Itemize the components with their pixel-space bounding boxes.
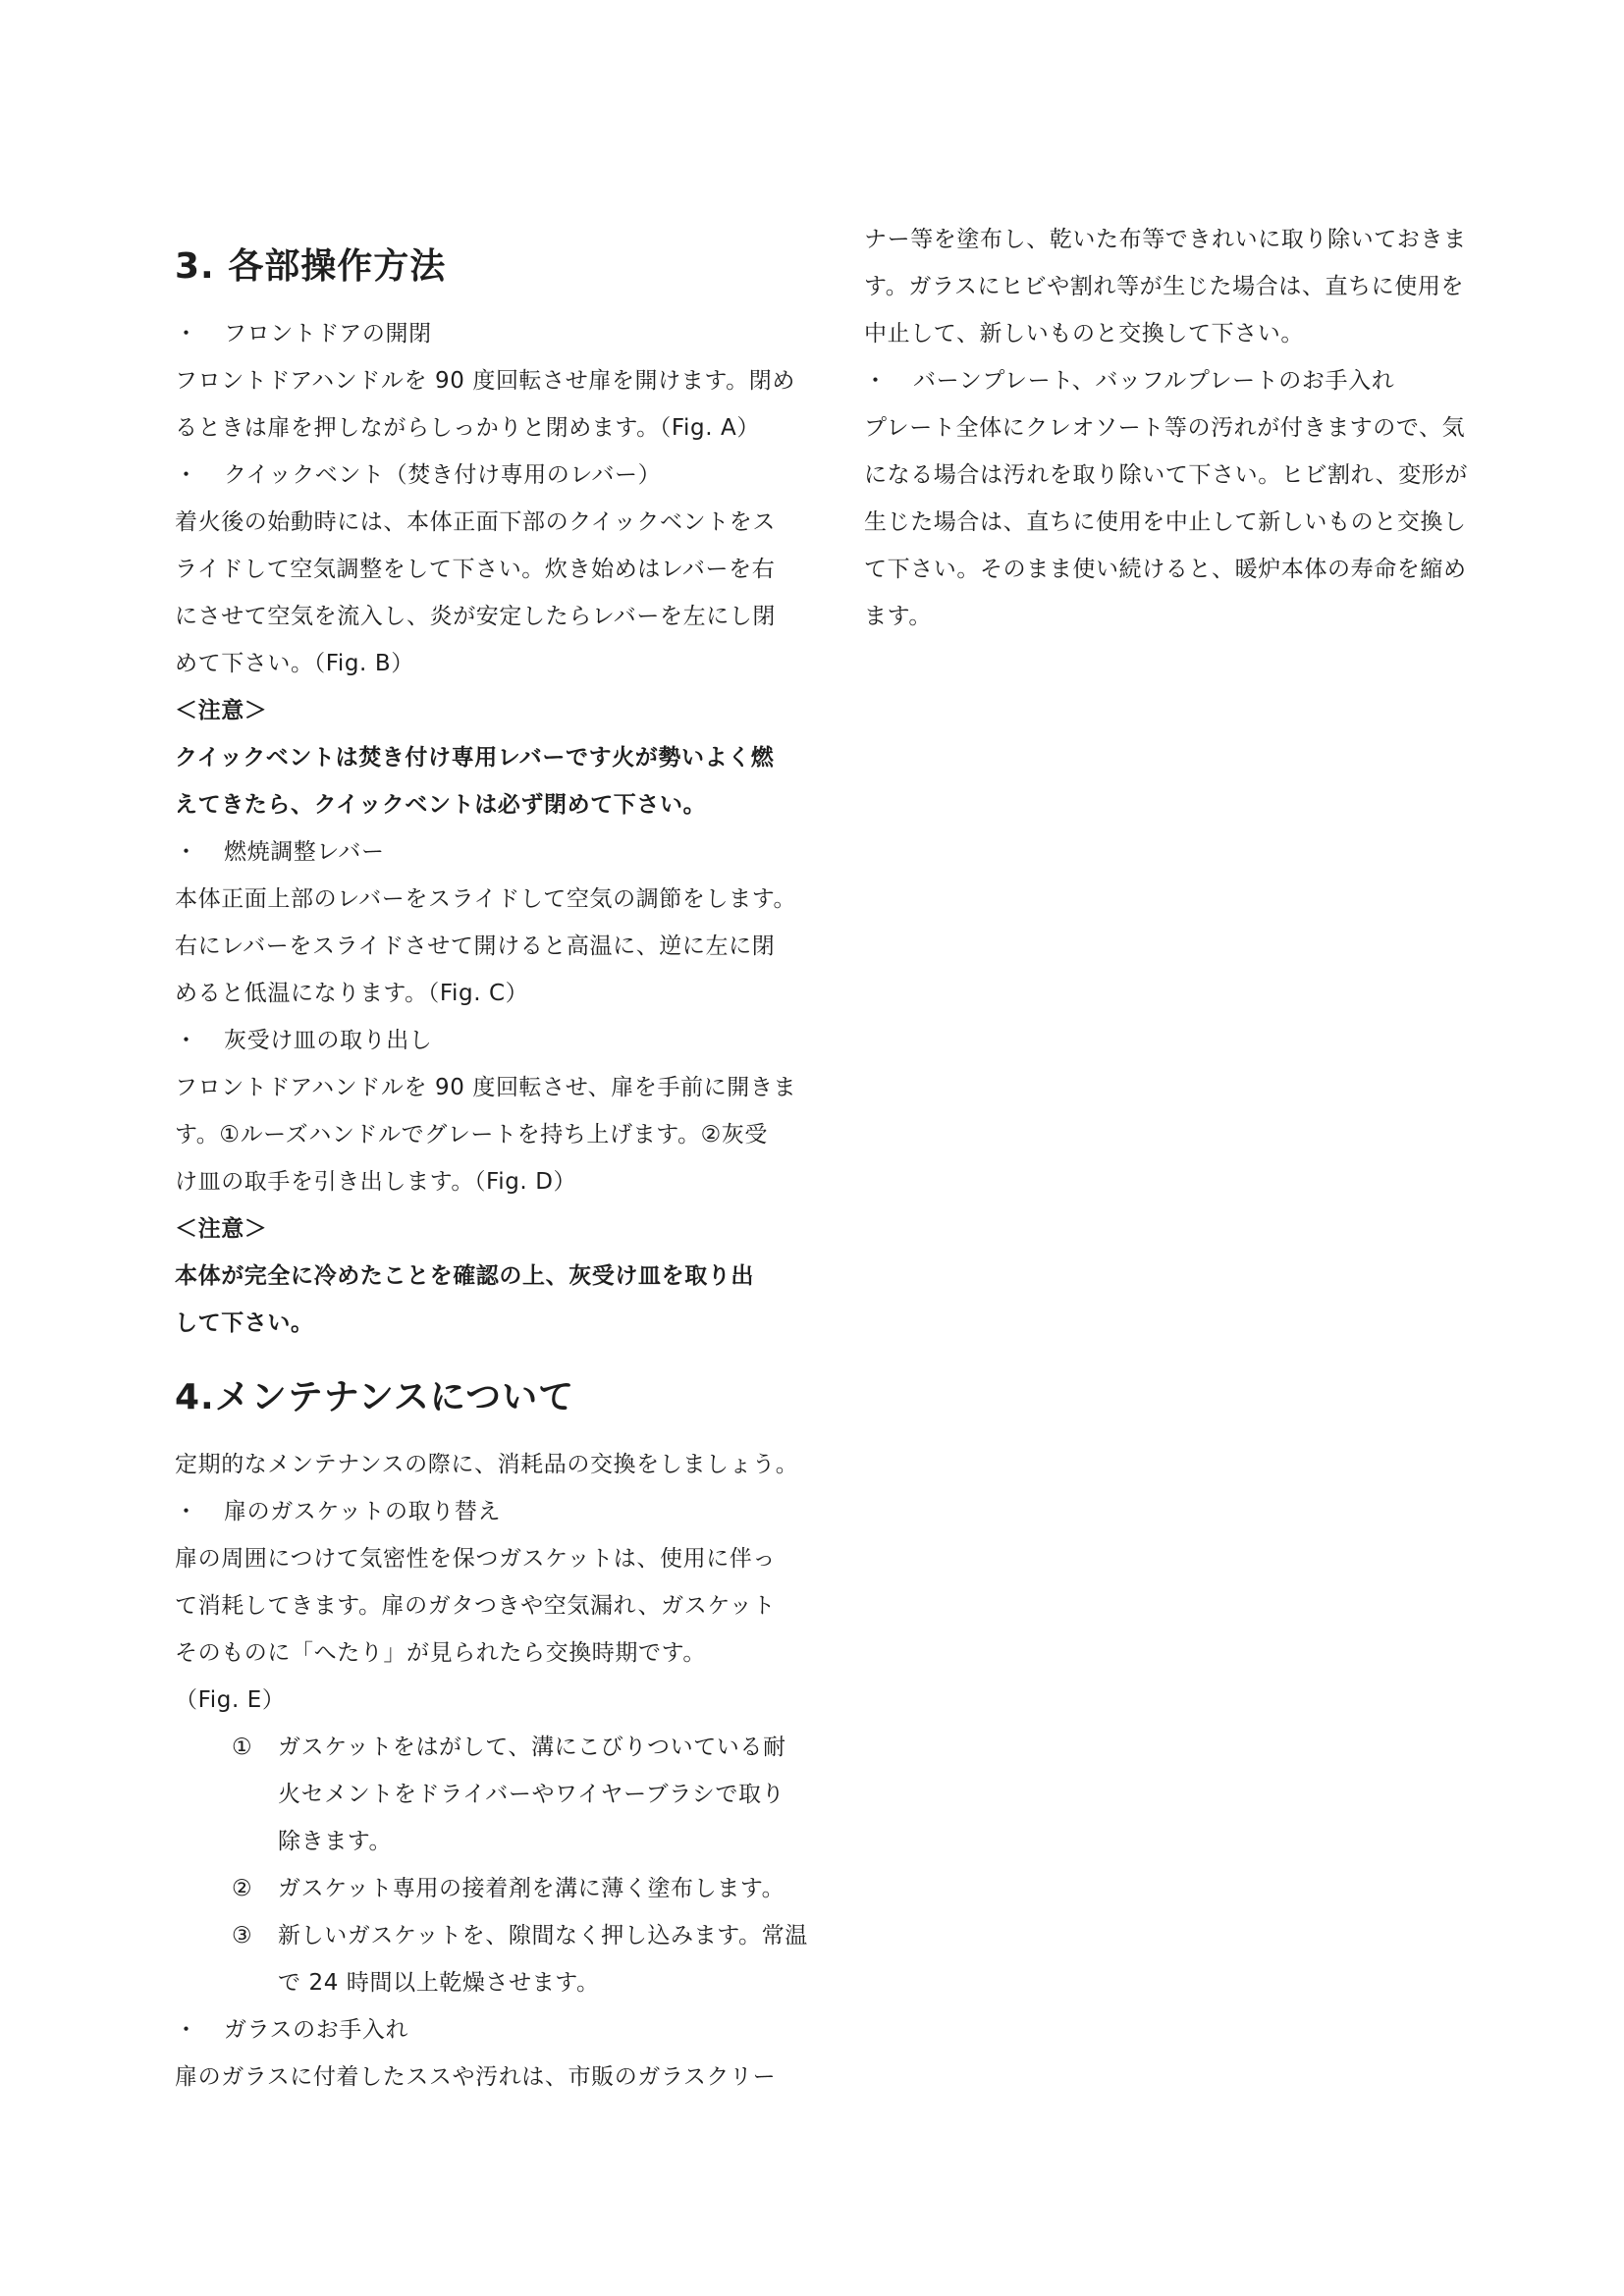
step-line: 除きます。 [278, 1829, 393, 1854]
paragraph-line: にさせて空気を流入し、炎が安定したらレバーを左にし閉 [175, 604, 776, 629]
paragraph-line: て消耗してきます。扉のガタつきや空気漏れ、ガスケット [175, 1593, 776, 1619]
paragraph-line: 中止して、新しいものと交換して下さい。 [864, 321, 1304, 347]
paragraph-line: フロントドアハンドルを 90 度回転させ、扉を手前に開きま [175, 1075, 797, 1100]
paragraph-line: プレート全体にクレオソート等の汚れが付きますので、気 [864, 415, 1466, 441]
front-door-heading: フロントドアの開閉 [224, 321, 432, 347]
step-number: ① [232, 1735, 252, 1760]
paragraph-line: ナー等を塗布し、乾いた布等できれいに取り除いておきま [864, 227, 1467, 252]
paragraph-line: 着火後の始動時には、本体正面下部のクイックベントをス [175, 509, 776, 535]
bullet: ・ [175, 321, 197, 347]
bullet: ・ [175, 839, 197, 865]
caution-label: ＜注意＞ [175, 698, 268, 723]
paragraph-line: そのものに「へたり」が見られたら交換時期です。 [175, 1640, 706, 1666]
paragraph-line: 右にレバーをスライドさせて開けると高温に、逆に左に閉 [175, 934, 776, 959]
step-line: 火セメントをドライバーやワイヤーブラシで取り [278, 1782, 785, 1807]
caution-line: クイックベントは焚き付け専用レバーです火が勢いよく燃 [175, 745, 775, 771]
step-line: ガスケットをはがして、溝にこびりついている耐 [278, 1735, 786, 1760]
paragraph-line: ライドして空気調整をして下さい。炊き始めはレバーを右 [175, 557, 776, 582]
caution-label: ＜注意＞ [175, 1216, 268, 1242]
paragraph-line: めると低温になります。（Fig. C） [175, 981, 529, 1006]
step-line: で 24 時間以上乾燥させます。 [278, 1970, 600, 1996]
paragraph-line: るときは扉を押しながらしっかりと閉めます。（Fig. A） [175, 415, 760, 441]
paragraph-line: フロントドアハンドルを 90 度回転させ扉を開けます。閉め [175, 368, 795, 394]
bullet: ・ [175, 2017, 197, 2043]
step-line: ガスケット専用の接着剤を溝に薄く塗布します。 [278, 1876, 785, 1901]
paragraph-line: 本体正面上部のレバーをスライドして空気の調節をします。 [175, 886, 797, 912]
gasket-heading: 扉のガスケットの取り替え [224, 1499, 502, 1524]
bullet: ・ [175, 1499, 197, 1524]
section-4-intro: 定期的なメンテナンスの際に、消耗品の交換をしましょう。 [175, 1452, 799, 1477]
caution-line: えてきたら、クイックベントは必ず閉めて下さい。 [175, 792, 707, 818]
paragraph-line: になる場合は汚れを取り除いて下さい。ヒビ割れ、変形が [864, 462, 1468, 488]
section-3-title: 3. 各部操作方法 [175, 246, 447, 287]
paragraph-line: て下さい。そのまま使い続けると、暖炉本体の寿命を縮め [864, 557, 1467, 582]
bullet: ・ [175, 1028, 197, 1053]
plates-heading: バーンプレート、バッフルプレートのお手入れ [913, 368, 1395, 394]
combustion-lever-heading: 燃焼調整レバー [224, 839, 385, 865]
paragraph-line: めて下さい。（Fig. B） [175, 651, 414, 676]
step-line: 新しいガスケットを、隙間なく押し込みます。常温 [278, 1923, 808, 1949]
paragraph-line: 生じた場合は、直ちに使用を中止して新しいものと交換し [864, 509, 1467, 535]
paragraph-line: す。ガラスにヒビや割れ等が生じた場合は、直ちに使用を [864, 274, 1465, 299]
section-4-title: 4.メンテナンスについて [175, 1377, 575, 1417]
bullet: ・ [175, 462, 197, 488]
bullet: ・ [864, 368, 887, 394]
caution-line: して下さい。 [175, 1310, 314, 1336]
step-number: ② [232, 1876, 252, 1901]
paragraph-line: す。①ルーズハンドルでグレートを持ち上げます。②灰受 [175, 1122, 769, 1148]
step-number: ③ [232, 1923, 252, 1949]
quick-vent-heading: クイックベント（焚き付け専用のレバー） [224, 462, 662, 488]
paragraph-line: け皿の取手を引き出します。（Fig. D） [175, 1169, 577, 1195]
ash-pan-heading: 灰受け皿の取り出し [224, 1028, 433, 1053]
paragraph-line: （Fig. E） [175, 1687, 286, 1713]
glass-heading: ガラスのお手入れ [224, 2017, 409, 2043]
paragraph-line: 扉のガラスに付着したススや汚れは、市販のガラスクリー [175, 2064, 777, 2090]
caution-line: 本体が完全に冷めたことを確認の上、灰受け皿を取り出 [175, 1263, 754, 1289]
paragraph-line: ます。 [864, 604, 932, 629]
paragraph-line: 扉の周囲につけて気密性を保つガスケットは、使用に伴っ [175, 1546, 776, 1572]
